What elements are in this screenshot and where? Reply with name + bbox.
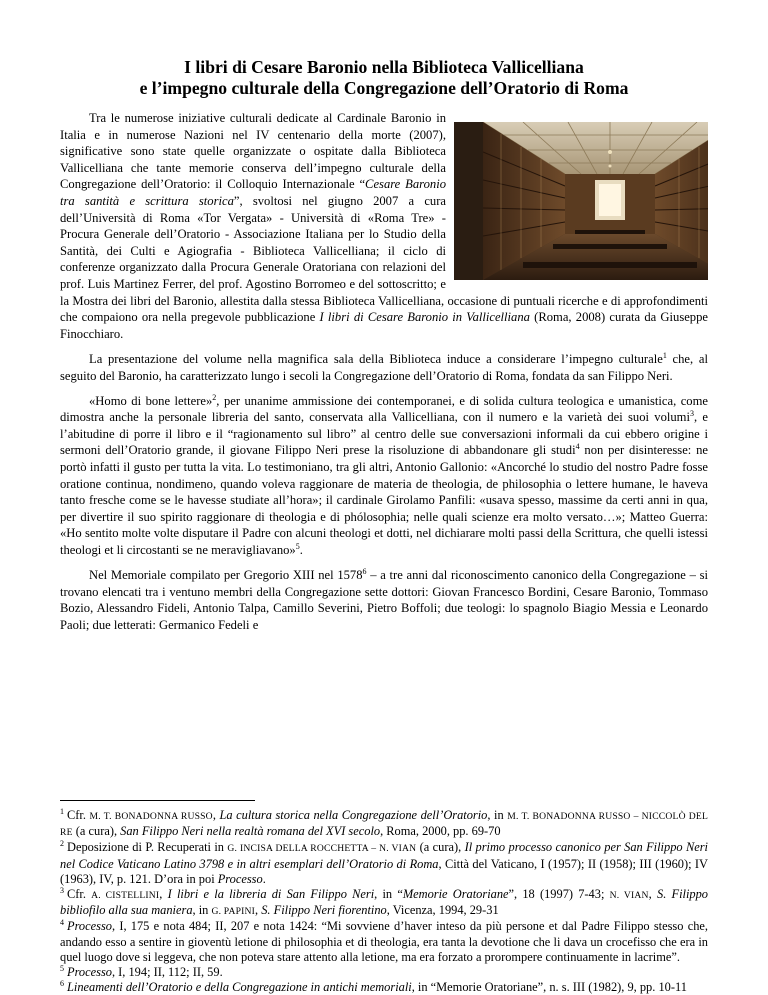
footnotes <box>60 808 708 995</box>
library-hall-photo <box>454 122 708 280</box>
footnote-separator <box>60 800 255 801</box>
title-line-2: e l’impegno culturale della Congregazione dell’Oratorio di Roma <box>139 78 629 98</box>
library-hall-illustration <box>483 122 708 280</box>
paragraph-2: La presentazione del volume nella magnifica sala della Biblioteca induce a considerare l’impegno culturale$^1$ che, al seguito del Baronio, ha caratterizzato lungo i secoli la Congregazione dell’Oratorio di Roma, fondata da san Filippo Neri. <box>60 350 708 383</box>
paragraph-1: Tra le numerose iniziative culturali dedicate al Cardinale Baronio in Italia e in numerose Nazioni nel IV centenario della morte (2007), significative sono state quelle organizzate o ospitate dalla Biblioteca Vallicelliana che tante memorie conserva dell’impegno culturale della Congregazione dell’Oratorio: il Colloquio Internazionale “Cesare Baronio tra santità e scrittura storica”, svoltosi nel giugno 2007 a cura dell’Università di Roma «Tor Vergata» - Università di «Roma Tre» - Procura Generale dell’Oratorio - Associazione Italiana per lo Studio della Santità, dei Culti e Agiografia - Biblioteca Vallicelliana; il ciclo di conferenze organizzato dalla Procura Generale Oratoriana con relazioni del prof. Luis Martinez Ferrer, del prof. Agostino Borromeo e del sottoscritto; e la Mostra dei libri del Baronio, allestita dalla stessa Biblioteca Vallicelliana, occasione di puntuali ricerche e di approfondimenti che compaiono ora nella pregevole pubblicazione I libri di Cesare Baronio in Vallicelliana (Roma, 2008) curata da Giuseppe Finocchiaro. <box>60 110 708 342</box>
footnote-ref[interactable]: 2 <box>212 392 217 402</box>
footnote-3: $^3$ Cfr. A. CISTELLINI, I libri e la libreria di San Filippo Neri, in “Memorie Oratoriane”, 18 (1997) 7-43; N. VIAN, S. Filippo bibliofilo alla sua maniera, in G. PAPINI, S. Filippo Neri fiorentino, Vicenza, 1994, 29-31 <box>60 885 708 918</box>
footnote-ref[interactable]: 5 <box>295 541 300 551</box>
footnote-2: $^2$ Deposizione di P. Recuperati in G. INCISA DELLA ROCCHETTA – N. VIAN (a cura), Il primo processo canonico per San Filippo Neri nel Codice Vaticano Latino 3798 e in altri esemplari dell’Oratorio di Roma, Città del Vaticano, I (1957); II (1958); III (1960); IV (1963), IV, p. 121. D’ora in poi Processo. <box>60 839 708 886</box>
footnote-ref[interactable]: 1 <box>662 350 667 360</box>
title-line-1: I libri di Cesare Baronio nella Biblioteca Vallicelliana <box>184 57 584 77</box>
paragraph-4: Nel Memoriale compilato per Gregorio XIII nel 1578$^6$ – a tre anni dal riconoscimento canonico della Congregazione – si trovano elencati tra i ventuno membri della Congregazione sette dottori: Giovan Francesco Bordini, Cesare Baronio, Tommaso Bozio, Alessandro Fideli, Antonio Talpa, Camillo Severini, Pietro Boffoli; due teologi: lo spagnolo Biagio Messia e Leonardo Paoli; due letterati: Germanico Fedeli e <box>60 567 708 632</box>
footnote-1: $^1$ Cfr. M. T. BONADONNA RUSSO, La cultura storica nella Congregazione dell’Oratorio, in M. T. BONADONNA RUSSO – NICCOLÒ DEL RE (a cura), San Filippo Neri nella realtà romana del XVI secolo, Roma, 2000, pp. 69-70 <box>60 806 709 839</box>
page-title <box>60 57 708 99</box>
footnote-ref[interactable]: 4 <box>575 442 580 452</box>
paragraph-3: «Homo di bone lettere»$^2$, per unanime ammissione dei contemporanei, e di solida cultura teologica e umanistica, come dimostra anche la personale libreria del santo, conservata alla Vallicelliana, con il numero e la varietà dei suoi volumi$^3$, e l’abitudine di porre il libro e il “ragionamento sul libro” al centro delle sue conversazioni informali da cui ebbero origine i sermoni dell’Oratorio grande, il giovane Filippo Neri prese la risoluzione di abbandonare gli studi$^4$ non per disinteresse: ne portò infatti il gusto per tutta la vita. Lo testimoniano, tra gli altri, Antonio Gallonio: «Ancorché lo studio del nostro Padre fosse oratione continua, nondimeno, quando voleva raggionare de materia de theologia, de philosophia o lettere humane, le haveva tanto fresche come se le havesse studiate all’hora»; il cardinale Girolamo Panfili: «usava spesso, massime da certi anni in qua, per divertire il suo spirito raggionare di theologia e di phólosophia; nelle quali scienze era molto versato…»; Matteo Guerra: «Ho sentito molte volte disputare il Padre con alcuni theologi et dotti, nel dichiarare molti passi della Scrittura, che quelli istessi theologi et li circostanti se ne meravigliavano»$^5$. <box>60 392 708 558</box>
footnote-5: $^5$ Processo, I, 194; II, 112; II, 59. <box>60 963 223 980</box>
footnote-ref[interactable]: 3 <box>689 409 694 419</box>
article-body <box>60 110 708 642</box>
footnote-4: $^4$ Processo, I, 175 e nota 484; II, 207 e nota 1424: “Mi sovviene d’haver inteso da più persone et dal Padre Filippo stesso che, andando esso a sentire in gioventù letione di philosophia et di theologia, era tanta la devotione che li dava un crocefisso che era in quel luogo dove si leggeva, che non poteva stare attento alla letione, ma era forzato a prorompere continuamente in lacrime”. <box>60 918 708 964</box>
footnote-ref[interactable]: 6 <box>362 567 367 577</box>
footnote-6: $^6$ Lineamenti dell’Oratorio e della Congregazione in antichi memoriali, in “Memorie Oratoriane”, n. s. III (1982), 9, pp. 10-11 <box>60 979 687 995</box>
